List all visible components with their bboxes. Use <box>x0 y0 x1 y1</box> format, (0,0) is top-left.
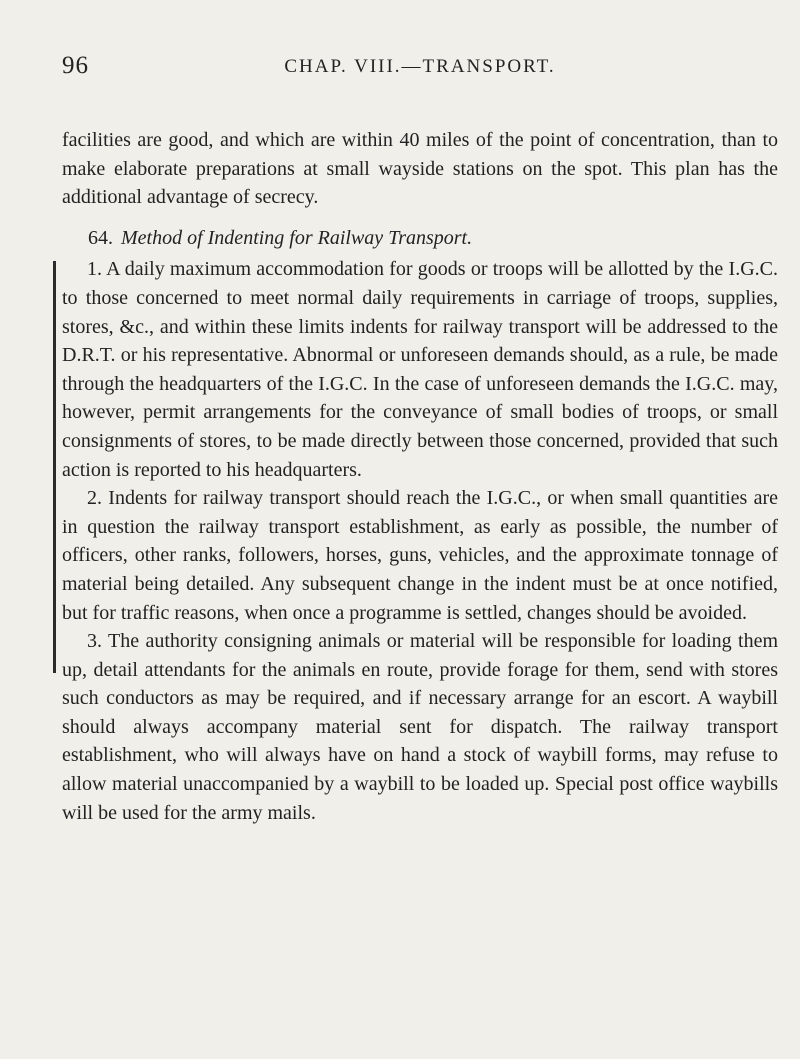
paragraph-2: 2. Indents for railway transport should reach the I.G.C., or when small quantities are in question the railway transport establishment, as early as possible, the number of officers, other ranks, followers, horses, guns, vehicles, and the approximate tonnage of material being detailed. Any subsequent change in the indent must be at once notified, but for traffic reasons, when once a programme is settled, changes should be avoided. <box>62 487 778 624</box>
intro-paragraph: facilities are good, and which are within 40 miles of the point of concentration, than to make elaborate preparations at small wayside stations on the spot. This plan has the additional advantage of secrecy. <box>62 129 778 209</box>
section-title: Method of Indenting for Railway Transport. <box>121 226 473 249</box>
page-header <box>62 52 778 82</box>
margin-rule <box>53 261 56 673</box>
paragraph-3: 3. The authority consigning animals or material will be responsible for loading them up, detail attendants for the animals en route, provide forage for them, send with stores such conductors as may be required, and if necessary arrange for an escort. A waybill should always accompany material sent for dispatch. The railway transport establishment, who will always have on hand a stock of waybill forms, may refuse to allow material unaccompanied by a waybill to be loaded up. Special post office waybills will be used for the army mails. <box>62 630 778 824</box>
section-number: 64. <box>88 226 113 249</box>
page-number: 96 <box>62 52 89 79</box>
paragraphs <box>62 255 778 827</box>
section-heading <box>62 224 778 253</box>
running-head: CHAP. VIII.—TRANSPORT. <box>284 56 556 77</box>
body-text <box>62 126 778 827</box>
paragraph-1: 1. A daily maximum accommodation for goods or troops will be allotted by the I.G.C. to those concerned to meet normal daily requirements in carriage of troops, supplies, stores, &c., and within these limits indents for railway transport will be addressed to the D.R.T. or his representative. Abnormal or unforeseen demands should, as a rule, be made through the headquarters of the I.G.C. In the case of unforeseen demands the I.G.C. may, however, permit arrangements for the conveyance of small bodies of troops, or small consignments of stores, to be made directly between those concerned, provided that such action is reported to his headquarters. <box>62 258 778 481</box>
